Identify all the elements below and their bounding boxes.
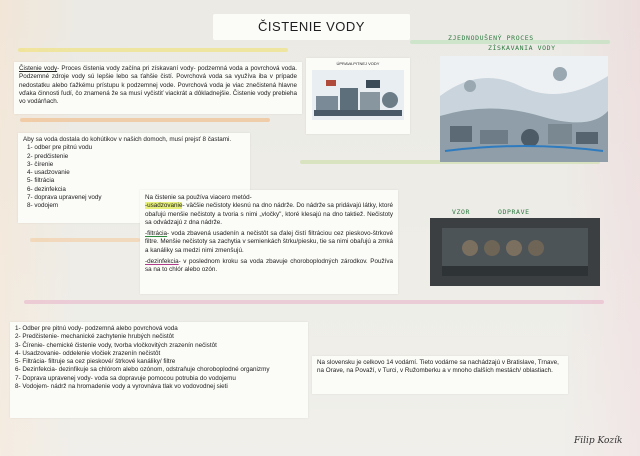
method-usadzovanie <box>145 202 393 227</box>
list-item: 5- filtrácia <box>27 177 55 185</box>
list-item: 6- dezinfekcia <box>27 185 66 193</box>
method-text: - voda zbavená usadenín a nečistôt sa ďalej čistí filtráciou cez pieskovo-štrkové filtre. Menšie nečistoty sa zachytia v semienkách štrku/piesku, tie sa nimi obaľujú a zmká a kanáliky sa medzi nimi zmenšujú. <box>145 230 393 254</box>
list-item: 3- Čírenie- chemické čistenie vody, tvorba vločkovitých zrazenín nečistôt <box>15 341 217 349</box>
list-item: 4- usadzovanie <box>27 169 70 177</box>
list-item: 2- predčistenie <box>27 152 69 160</box>
intro-lead: Čistenie vody <box>19 65 58 72</box>
method-label: -filtrácia <box>145 230 168 238</box>
intro-card <box>14 62 302 114</box>
list-item: 1- Odber pre pitnú vody- podzemná alebo povrchová voda <box>15 325 178 332</box>
list-item: 8- vodojem <box>27 202 59 210</box>
water-treatment-illustration <box>306 58 410 134</box>
page-title: ČISTENIE VODY <box>213 14 410 40</box>
method-label: -dezinfekcia <box>145 258 179 266</box>
slovakia-text: Na slovensku je celkovo 14 vodární. Tieto vodárne sa nachádzajú v Bratislave, Trnave, na Orave, na Považí, v Turci, v Ružomberku a v mnoho ďalších mestách/ oblastiach. <box>317 359 559 375</box>
handwritten-label-1: VZOR <box>452 208 471 216</box>
list-item: 8- Vodojem- nádrž na hromadenie vody a vyrovnáva tlak vo vodovodnej sieti <box>15 383 228 391</box>
signature: Filip Kozík <box>574 436 623 446</box>
list-item: 1- odber pre pitnú vodu <box>27 144 93 152</box>
method-text: - v poslednom kroku sa voda zbavuje choroboplodných zárodkov. Používa sa na to chlór alebo ozón. <box>145 258 393 274</box>
method-filtracia <box>145 230 393 255</box>
slovakia-card <box>312 356 568 394</box>
steps-long-list <box>15 325 303 391</box>
list-item: 3- čírenie <box>27 160 54 168</box>
water-cycle-drawing <box>440 56 608 162</box>
steps-short-heading: Aby sa voda dostala do kohútikov v našich domoch, musí prejsť 8 častami. <box>23 136 232 143</box>
handwritten-heading-1: ZJEDNODUŠENÝ PROCES <box>448 34 534 42</box>
water-plant-drawing <box>430 218 600 286</box>
intro-text: - Proces čistenia vody začína pri získavaní vody- podzemná voda a povrchová voda. Podzemné zdroje vody sú lepšie lebo sa ťahšie čistí. Povrchová voda sa využíva iba v prípade nedostatku alebo ťažkému prístupu k podzemnej vode. Povrchová voda je viac znečistená hlavne vďaka činnosti ľudí, čo znamená že sa musí vyčistiť viackrát a dôkladnejšie. Čistenie vody prebieha vo vodárňach. <box>19 65 297 106</box>
steps-long-card <box>10 322 308 418</box>
list-item: 7- Doprava upravenej vody- voda sa dopravuje pomocou potrubia do vodojemu <box>15 374 236 382</box>
list-item: 2- Predčistenie- mechanické zachytenie hrubých nečistôt <box>15 333 174 341</box>
water-cycle-illustration <box>440 56 608 162</box>
methods-card <box>140 190 398 294</box>
method-text: - väčšie nečistoty klesnú na dno nádrže. Do nádrže sa pridávajú látky, ktoré obaľujú menšie nečistoty a tvoria s nimi „vločky", ktoré klesajú na dno taktiež. Nečistoty sa odvádzajú z dna nádrže. <box>145 202 393 226</box>
list-item: 7- doprava upravenej vody <box>27 194 102 202</box>
water-plant-photo <box>430 218 600 286</box>
diagram-caption: ÚPRAVA PITNEJ VODY <box>336 61 380 66</box>
handwritten-heading-2: ZÍSKAVANIA VODY <box>488 44 556 52</box>
water-treatment-diagram <box>306 58 410 134</box>
methods-intro: Na čistenie sa používa viacero metód- <box>145 194 252 201</box>
list-item: 6- Dezinfekcia- dezinfikuje sa chlórom alebo ozónom, odstraňuje choroboplodné organizmy <box>15 366 270 374</box>
list-item: 4- Usadzovanie- oddelenie vločiek zrazenín nečistôt <box>15 349 161 357</box>
list-item: 5- Filtrácia- filtruje sa cez pieskové/ štrkové kanáliky/ filtre <box>15 358 176 366</box>
method-dezinfekcia <box>145 258 393 275</box>
handwritten-label-2: ODPRAVE <box>498 208 530 216</box>
method-label: -usadzovanie <box>145 202 183 210</box>
